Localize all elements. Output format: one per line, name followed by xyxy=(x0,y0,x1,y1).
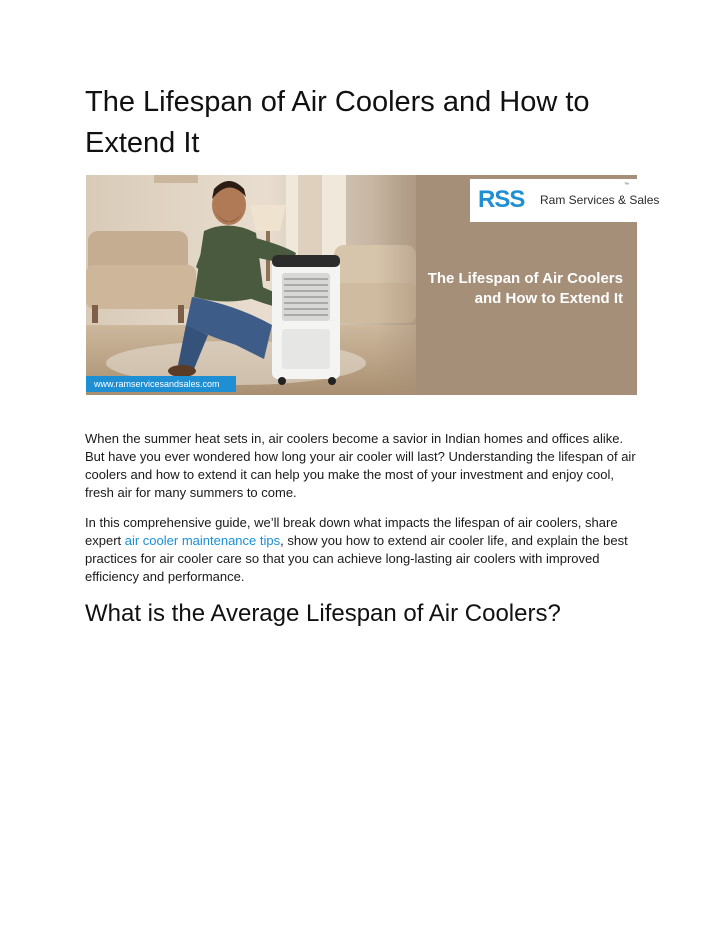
brand-trademark: ™ xyxy=(624,182,629,188)
brand-name: Ram Services & Sales xyxy=(540,193,660,207)
article-banner-image xyxy=(86,175,660,395)
brand-logo-card xyxy=(470,179,660,222)
guide-paragraph-text-after: , show you how to extend air cooler life, and explain the best practices for air cooler care so that you can achieve long-lasting air coolers with improved efficiency and performance. xyxy=(85,533,628,584)
guide-paragraph xyxy=(85,514,637,586)
banner-heading-line-1: The Lifespan of Air Coolers xyxy=(427,270,623,287)
banner-heading xyxy=(363,269,623,309)
brand-logo-mark: RSS xyxy=(478,186,525,213)
intro-paragraph: When the summer heat sets in, air coolers become a savior in Indian homes and offices alike. But have you ever wondered how long your air cooler will last? Understanding the lifespan of air coolers and how to extend it can help you make the most of your investment and enjoy cool, fresh air for many summers to come. xyxy=(85,431,636,500)
air-cooler-maintenance-tips-link[interactable]: air cooler maintenance tips xyxy=(124,533,281,548)
banner-heading-line-2: and How to Extend It xyxy=(474,290,623,307)
page-title: The Lifespan of Air Coolers and How to Extend It xyxy=(85,86,590,159)
banner-website-url: www.ramservicesandsales.com xyxy=(86,376,236,392)
section-heading: What is the Average Lifespan of Air Coolers? xyxy=(85,600,561,627)
guide-paragraph-text-before: In this comprehensive guide, we’ll break down what impacts the lifespan of air coolers, share expert xyxy=(85,515,618,548)
